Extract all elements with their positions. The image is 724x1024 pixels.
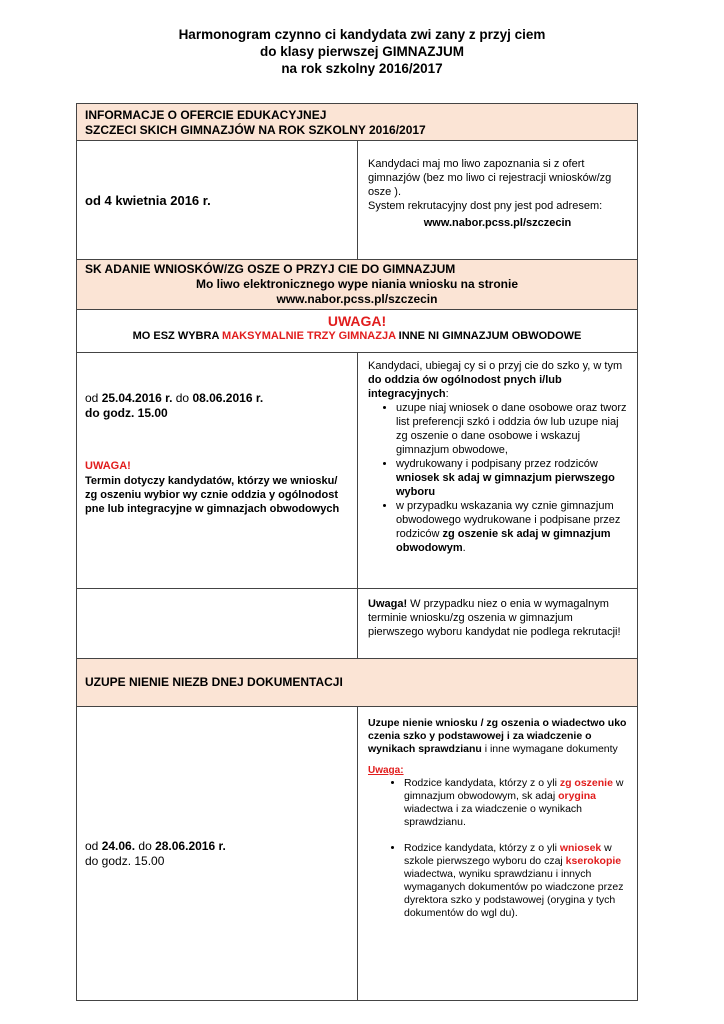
bullet-2-bold: wniosek sk adaj w gimnazjum pierwszego wyboru xyxy=(396,472,615,498)
doc-bullet-2-end: wiadectwa, wyniku sprawdzianu i innych wymaganych dokumentów po wiadczone przez dyrektora szko y podstawowej (orygina y tych dokumentów do wgl du). xyxy=(404,868,624,919)
choice-warning-text xyxy=(77,329,637,343)
doc-bullet-1-mid: w gimnazjum obwodowym, sk adaj xyxy=(404,777,624,802)
doc-bullet-1-text: Rodzice kandydata, którzy z o yli xyxy=(404,777,560,789)
applications-bullet-1: • uzupe niaj wniosek o dane osobowe oraz tworz list preferencji szkó i oddzia ów lub uzupe niaj zg oszenie o dane osobowe i wskazuj gimnazjum obwodowe, xyxy=(396,401,627,457)
choice-warning-post: INNE NI GIMNAZJUM OBWODOWE xyxy=(398,330,582,342)
applications-intro xyxy=(368,359,627,401)
documents-intro-bold: Uzupe nienie wniosku / zg oszenia o wiadectwo uko czenia szko y podstawowej i za wiadczenie o wynikach sprawdzianu xyxy=(368,717,627,755)
choice-warning-pre: MO ESZ WYBRA xyxy=(132,330,219,342)
doc-bullet-2-red: wniosek xyxy=(559,842,602,854)
deadline-warning-label: Uwaga! xyxy=(368,598,408,610)
choice-warning-row xyxy=(76,310,638,353)
doc-date-prefix: od xyxy=(85,838,102,853)
schedule-table xyxy=(76,103,638,1001)
doc-date-to: 28.06.2016 r. xyxy=(155,838,226,853)
applications-header-url: www.nabor.pcss.pl/szczecin xyxy=(276,292,438,306)
applications-header-line-2: Mo liwo elektronicznego wype niania wniosku na stronie xyxy=(195,277,519,291)
bullet-2-text: wydrukowany i podpisany przez rodziców xyxy=(396,458,598,470)
applications-bullet-2 xyxy=(396,457,627,499)
applications-note-text: Termin dotyczy kandydatów, którzy we wniosku/ zg oszeniu wybior wy cznie oddzia y ogólnodost pne lub integracyjne w gimnazjach obwodowych xyxy=(85,475,340,515)
date-prefix: od xyxy=(85,391,102,405)
offer-row xyxy=(76,141,638,260)
offer-date: od 4 kwietnia 2016 r. xyxy=(85,192,211,208)
bullet-3-end: . xyxy=(462,542,466,554)
applications-header-line-1: SK ADANIE WNIOSKÓW/ZG OSZE O PRZYJ CIE DO GIMNAZJUM xyxy=(85,262,456,276)
applications-intro-bold: do oddzia ów ogólnodost pnych i/lub integracyjnych xyxy=(368,374,562,400)
title-line-3: na rok szkolny 2016/2017 xyxy=(281,61,443,76)
doc-bullet-2-red-2: kserokopie xyxy=(565,855,622,867)
deadline-warning-row xyxy=(76,589,638,659)
title-line-1: Harmonogram czynno ci kandydata zwi zany z przyj ciem xyxy=(178,27,546,42)
documents-dates xyxy=(85,839,349,854)
document-title xyxy=(0,26,724,77)
offer-header-line-2: SZCZECI SKICH GIMNAZJÓW NA ROK SZKOLNY 2016/2017 xyxy=(85,123,426,137)
applications-intro-text: Kandydaci, ubiegaj cy si o przyj cie do szko y, w tym xyxy=(368,360,623,372)
documents-bullet-1 xyxy=(404,777,627,829)
documents-intro xyxy=(368,717,627,756)
choice-warning-max: MAKSYMALNIE TRZY GIMNAZJA xyxy=(222,330,396,342)
section-header-offer xyxy=(76,103,638,141)
choice-warning-title: UWAGA! xyxy=(327,313,387,329)
applications-bullet-3 xyxy=(396,499,627,555)
offer-header-line-1: INFORMACJE O OFERCIE EDUKACYJNEJ xyxy=(85,108,327,122)
doc-bullet-1-red: zg oszenie xyxy=(559,777,613,789)
doc-date-separator: do xyxy=(135,838,156,853)
date-from: 25.04.2016 r. xyxy=(101,391,173,405)
applications-dates xyxy=(85,391,349,406)
doc-bullet-1-end: wiadectwa i za wiadczenie o wynikach sprawdzianu. xyxy=(404,803,583,828)
section-header-documents xyxy=(76,659,638,707)
documents-row xyxy=(76,707,638,1001)
documents-time: do godz. 15.00 xyxy=(85,853,165,868)
doc-bullet-2-mid: w szkole pierwszego wyboru do czaj xyxy=(404,842,612,867)
documents-header: UZUPE NIENIE NIEZB DNEJ DOKUMENTACJI xyxy=(85,675,343,689)
offer-url: www.nabor.pcss.pl/szczecin xyxy=(423,217,572,229)
documents-intro-rest: i inne wymagane dokumenty xyxy=(481,743,618,755)
deadline-warning-text: W przypadku niez o enia w wymagalnym terminie wniosku/zg oszenia w gimnazjum pierwszego wyboru kandydat nie podlega rekrutacji! xyxy=(368,598,621,638)
applications-row xyxy=(76,353,638,589)
doc-date-from: 24.06. xyxy=(101,838,136,853)
applications-note-label: UWAGA! xyxy=(85,460,131,472)
offer-system-text: System rekrutacyjny dost pny jest pod adresem: xyxy=(368,200,603,212)
bullet-3-bold: zg oszenie sk adaj w gimnazjum obwodowym xyxy=(396,528,611,554)
bullet-3-text: w przypadku wskazania wy cznie gimnazjum obwodowego wydrukowane i podpisane przez rodziców xyxy=(396,500,621,540)
applications-time: do godz. 15.00 xyxy=(85,406,168,420)
documents-bullet-2 xyxy=(404,842,627,920)
documents-bullet-list xyxy=(368,777,627,920)
applications-intro-colon: : xyxy=(445,388,449,400)
documents-uwaga: Uwaga: xyxy=(368,765,404,776)
date-separator: do xyxy=(172,391,193,405)
date-to: 08.06.2016 r. xyxy=(192,391,264,405)
doc-bullet-1-red-2: orygina xyxy=(558,790,597,802)
section-header-applications xyxy=(76,260,638,310)
applications-bullet-list xyxy=(368,401,627,555)
doc-bullet-2-text: Rodzice kandydata, którzy z o yli xyxy=(404,842,560,854)
offer-text: Kandydaci maj mo liwo zapoznania si z ofert gimnazjów (bez mo liwo ci rejestracji wniosków/zg osze ). xyxy=(368,158,612,198)
title-line-2: do klasy pierwszej GIMNAZJUM xyxy=(259,44,465,59)
